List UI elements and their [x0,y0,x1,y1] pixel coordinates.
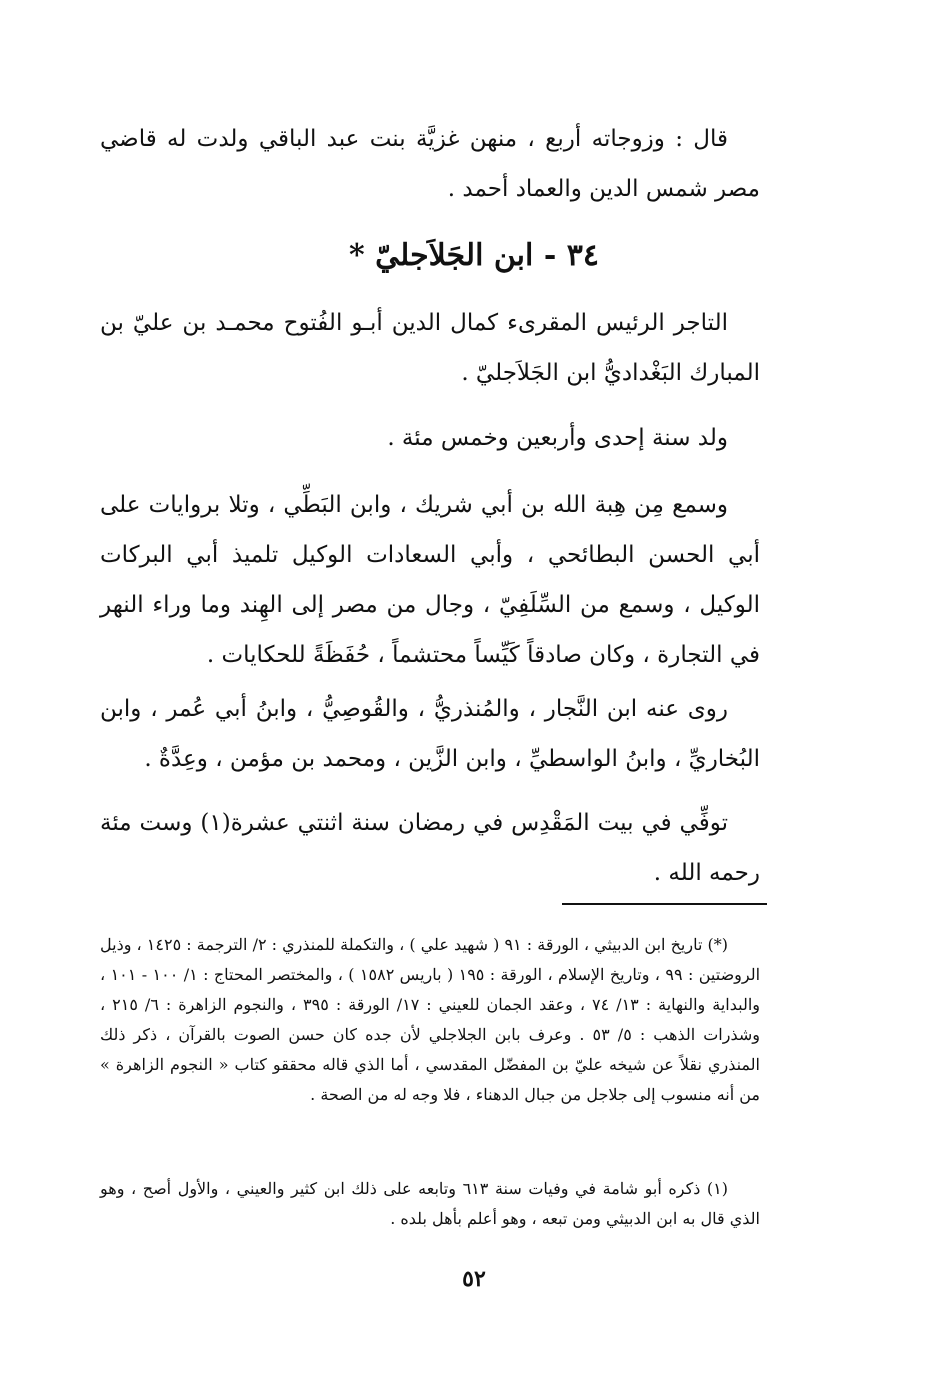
entry-heading: ٣٤ - ابن الجَلاَجليّ * [349,238,599,273]
death-paragraph: توفِّي في بيت المَقْدِس في رمضان سنة اثنتي عشرة(١) وست مئة رحمه الله . [100,810,760,886]
teachers-paragraph: وسمع مِن هِبة الله بن أبي شريك ، وابن البَطِّي ، وتلا بروايات على أبي الحسن البطائحي ، وأبي السعادات الوكيل تلميذ أبي البركات الوكيل ، وسمع من السِّلَفِيّ ، وجال من مصر إلى الهِند وما وراء النهر في التجارة ، وكان صادقاً كَيِّساً محتشماً ، حُفَظَةً للحكايات . [100,492,760,668]
page-number: ٥٢ [462,1266,486,1292]
footnote-star: (*) تاريخ ابن الدبيثي ، الورقة : ٩١ ( شهيد علي ) ، والتكملة للمنذري : ٢/ الترجمة : ١٤٢٥ ، وذيل الروضتين : ٩٩ ، وتاريخ الإسلام ، الورقة : ١٩٥ ( باريس ١٥٨٢ ) ، والمختصر المحتاج : ١/ ١٠٠ - ١٠١ ، والبداية والنهاية : ١٣/ ٧٤ ، وعقد الجمان للعيني : ١٧/ الورقة : ٣٩٥ ، والنجوم الزاهرة : ٦/ ٢١٥ ، وشذرات الذهب : ٥/ ٥٣ . وعرف بابن الجلاجلي لأن جده كان حسن الصوت بالقرآن ، ذكر ذلك المنذري نقلاً عن شيخه عليّ بن المفضّل المقدسي ، أما الذي قاله محققو كتاب « النجوم الزاهرة » من أنه منسوب إلى جلاجل من جبال الدهناء ، فلا وجه له من الصحة . [100,935,761,1104]
footnote-separator [562,903,767,905]
birth-paragraph: ولد سنة إحدى وأربعين وخمس مئة . [387,425,728,451]
top-paragraph: قال : وزوجاته أربع ، منهن غزيَّة بنت عبد الباقي ولدت له قاضي مصر شمس الدين والعماد أحمد . [100,126,760,202]
footnote-1: (١) ذكره أبو شامة في وفيات سنة ٦١٣ وتابعه على ذلك ابن كثير والعيني ، والأول أصح ، وهو الذي قال به ابن الدبيثي ومن تبعه ، وهو أعلم بأهل بلده . [100,1179,760,1228]
intro-paragraph: التاجر الرئيس المقرىء كمال الدين أبـو الفُتوح محمـد بن عليّ بن المبارك البَغْداديُّ ابن الجَلاَجليّ . [100,310,760,386]
students-paragraph: روى عنه ابن النَّجار ، والمُنذريُّ ، والقُوصِيُّ ، وابنُ أبي عُمر ، وابن البُخاريِّ ، وابنُ الواسطيِّ ، وابن الزَّين ، ومحمد بن مؤمن ، وعِدَّةٌ . [100,696,760,772]
